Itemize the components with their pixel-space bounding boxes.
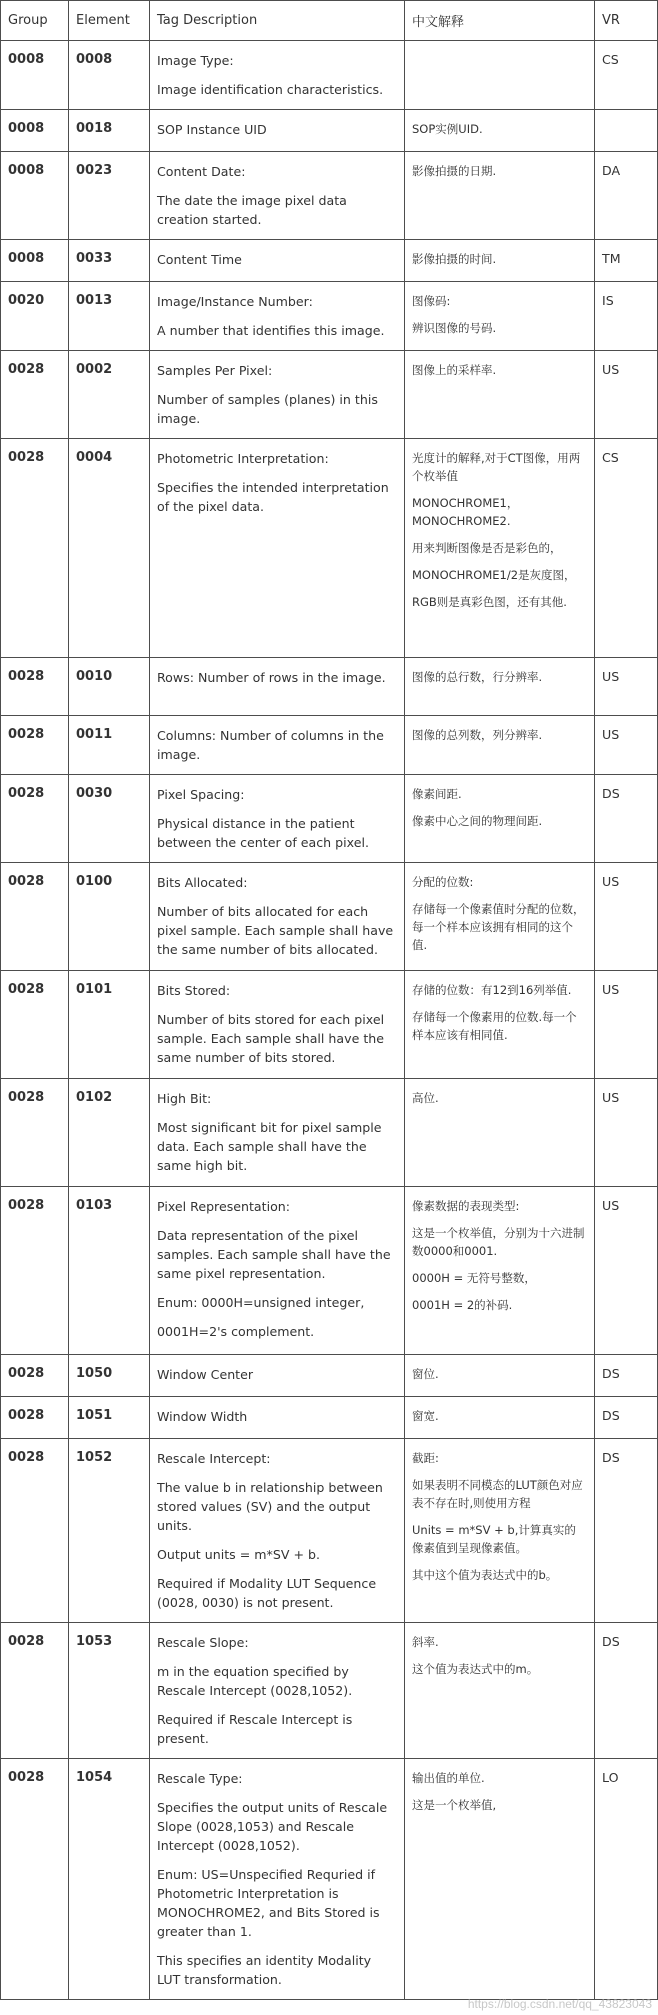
chinese-explanation-cell [405,152,595,240]
header-element: Element [69,1,150,41]
element-cell: 1051 [69,1397,150,1439]
group-cell: 0028 [1,863,69,971]
table-row [1,152,658,240]
tag-description-cell [150,1439,405,1623]
table-row [1,1355,658,1397]
vr-cell: LO [595,1759,658,2000]
explanation-line: 0000H = 无符号整数， [412,1271,536,1285]
group-cell: 0008 [1,41,69,110]
description-line: Columns: Number of columns in the image. [157,728,384,762]
header-row [1,1,658,41]
explanation-line: MONOCHROME1，MONOCHROME2. [412,496,519,528]
table-row [1,971,658,1079]
element-cell: 0030 [69,775,150,863]
table-row [1,863,658,971]
explanation-line: 斜率. [412,1635,439,1649]
tag-description-cell [150,658,405,716]
table-row [1,1079,658,1187]
explanation-line: 像素中心之间的物理间距. [412,814,543,828]
explanation-line: 像素数据的表现类型: [412,1199,520,1213]
description-line: A number that identifies this image. [157,323,385,338]
chinese-explanation-cell [405,41,595,110]
element-cell: 0023 [69,152,150,240]
group-cell: 0028 [1,1397,69,1439]
tag-description-cell [150,863,405,971]
chinese-explanation-cell [405,1079,595,1187]
tag-description-cell [150,1623,405,1759]
watermark: https://blog.csdn.net/qq_43823043 [467,1997,652,2011]
element-cell: 0004 [69,439,150,658]
explanation-line: 0001H = 2的补码. [412,1298,513,1312]
element-cell: 0013 [69,282,150,351]
group-cell: 0028 [1,1187,69,1355]
chinese-explanation-cell [405,1187,595,1355]
group-cell: 0028 [1,1079,69,1187]
explanation-line: 高位. [412,1091,439,1105]
description-line: Enum: 0000H=unsigned integer, [157,1295,365,1310]
vr-cell: DS [595,1355,658,1397]
description-line: Window Width [157,1409,248,1424]
element-cell: 0008 [69,41,150,110]
vr-cell: US [595,658,658,716]
element-cell: 0101 [69,971,150,1079]
element-cell: 1050 [69,1355,150,1397]
vr-cell: US [595,863,658,971]
chinese-explanation-cell [405,1439,595,1623]
description-line: Required if Modality LUT Sequence (0028, 0030) is not present. [157,1576,377,1610]
vr-cell: US [595,716,658,775]
description-line: Physical distance in the patient between the center of each pixel. [157,816,369,850]
chinese-explanation-cell [405,716,595,775]
description-line: Rescale Slope: [157,1635,249,1650]
tag-description-cell [150,1187,405,1355]
group-cell: 0028 [1,1623,69,1759]
description-line: Specifies the intended interpretation of the pixel data. [157,480,389,514]
tag-description-cell [150,351,405,439]
table-row [1,41,658,110]
description-line: Pixel Representation: [157,1199,291,1214]
table-row [1,1623,658,1759]
description-line: The value b in relationship between stored values (SV) and the output units. [157,1480,383,1533]
chinese-explanation-cell [405,110,595,152]
chinese-explanation-cell [405,1397,595,1439]
explanation-line: SOP实例UID. [412,122,483,136]
explanation-line: Units = m*SV + b,计算真实的像素值到呈现像素值。 [412,1523,576,1555]
header-chinese-explanation: 中文解释 [405,1,595,41]
element-cell: 1052 [69,1439,150,1623]
element-cell: 0010 [69,658,150,716]
group-cell: 0008 [1,240,69,282]
description-line: Required if Rescale Intercept is present. [157,1712,353,1746]
element-cell: 0103 [69,1187,150,1355]
description-line: Output units = m*SV + b. [157,1547,320,1562]
explanation-line: 分配的位数: [412,875,474,889]
description-line: The date the image pixel data creation started. [157,193,347,227]
tag-description-cell [150,1079,405,1187]
description-line: Rows: Number of rows in the image. [157,670,386,685]
group-cell: 0028 [1,1439,69,1623]
chinese-explanation-cell [405,863,595,971]
description-line: m in the equation specified by Rescale Intercept (0028,1052). [157,1664,353,1698]
group-cell: 0028 [1,351,69,439]
description-line: High Bit: [157,1091,212,1106]
tag-description-cell [150,971,405,1079]
tag-description-cell [150,1397,405,1439]
explanation-line: 存储每一个像素用的位数.每一个样本应该有相同值. [412,1010,577,1042]
table-row [1,1397,658,1439]
explanation-line: 图像码: [412,294,451,308]
description-line: Data representation of the pixel samples. Each sample shall have the same pixel representation. [157,1228,391,1281]
vr-cell [595,110,658,152]
tag-description-cell [150,282,405,351]
chinese-explanation-cell [405,658,595,716]
tag-description-cell [150,41,405,110]
vr-cell: CS [595,41,658,110]
explanation-line: 这是一个枚举值，分别为十六进制数0000和0001. [412,1226,585,1258]
explanation-line: 图像的总列数，列分辨率. [412,728,543,742]
explanation-line: 像素间距. [412,787,462,801]
table-row [1,1759,658,2000]
tag-description-cell [150,152,405,240]
tag-description-cell [150,1759,405,2000]
group-cell: 0028 [1,716,69,775]
description-line: Specifies the output units of Rescale Slope (0028,1053) and Rescale Intercept (0028,1052). [157,1800,388,1853]
description-line: Image/Instance Number: [157,294,313,309]
chinese-explanation-cell [405,1355,595,1397]
table-row [1,351,658,439]
table-row [1,110,658,152]
description-line: Rescale Type: [157,1771,243,1786]
description-line: 0001H=2's complement. [157,1324,315,1339]
vr-cell: IS [595,282,658,351]
vr-cell: US [595,971,658,1079]
explanation-line: 如果表明不同模态的LUT颜色对应表不存在时,则使用方程 [412,1478,583,1510]
explanation-line: 窗宽. [412,1409,439,1423]
table-row [1,439,658,658]
group-cell: 0028 [1,971,69,1079]
header-vr: VR [595,1,658,41]
group-cell: 0020 [1,282,69,351]
table-row [1,240,658,282]
element-cell: 0002 [69,351,150,439]
description-line: Bits Allocated: [157,875,248,890]
table-row [1,282,658,351]
chinese-explanation-cell [405,282,595,351]
table-row [1,658,658,716]
explanation-line: 光度计的解释,对于CT图像，用两个枚举值 [412,451,581,483]
explanation-line: 截距: [412,1451,439,1465]
vr-cell: US [595,1187,658,1355]
vr-cell: TM [595,240,658,282]
description-line: Bits Stored: [157,983,231,998]
vr-cell: DS [595,775,658,863]
table-row [1,775,658,863]
element-cell: 1054 [69,1759,150,2000]
description-line: Number of samples (planes) in this image. [157,392,378,426]
element-cell: 0102 [69,1079,150,1187]
group-cell: 0028 [1,658,69,716]
description-line: Rescale Intercept: [157,1451,271,1466]
description-line: Number of bits allocated for each pixel sample. Each sample shall have the same number of bits allocated. [157,904,394,957]
description-line: This specifies an identity Modality LUT transformation. [157,1953,372,1987]
explanation-line: 这个值为表达式中的m。 [412,1662,539,1676]
chinese-explanation-cell [405,971,595,1079]
group-cell: 0028 [1,1759,69,2000]
explanation-line: 辨识图像的号码. [412,321,497,335]
vr-cell: DS [595,1623,658,1759]
chinese-explanation-cell [405,240,595,282]
group-cell: 0028 [1,439,69,658]
vr-cell: US [595,1079,658,1187]
chinese-explanation-cell [405,439,595,658]
explanation-line: 存储每一个像素值时分配的位数，每一个样本应该拥有相同的这个值. [412,902,585,952]
vr-cell: DS [595,1397,658,1439]
chinese-explanation-cell [405,351,595,439]
tag-description-cell [150,1355,405,1397]
vr-cell: DA [595,152,658,240]
vr-cell: CS [595,439,658,658]
explanation-line: 影像拍摄的日期. [412,164,497,178]
table-row [1,1439,658,1623]
description-line: Pixel Spacing: [157,787,245,802]
description-line: Window Center [157,1367,254,1382]
explanation-line: 用来判断图像是否是彩色的， [412,541,562,555]
explanation-line: 影像拍摄的时间. [412,252,497,266]
description-line: SOP Instance UID [157,122,267,137]
table-row [1,716,658,775]
description-line: Image identification characteristics. [157,82,384,97]
description-line: Samples Per Pixel: [157,363,273,378]
explanation-line: MONOCHROME1/2是灰度图， [412,568,576,582]
group-cell: 0008 [1,152,69,240]
description-line: Enum: US=Unspecified Requried if Photometric Interpretation is MONOCHROME2, and Bits Stored is greater than 1. [157,1867,380,1939]
element-cell: 1053 [69,1623,150,1759]
header-tag-description: Tag Description [150,1,405,41]
explanation-line: 输出值的单位. [412,1771,485,1785]
description-line: Most significant bit for pixel sample data. Each sample shall have the same high bit. [157,1120,382,1173]
chinese-explanation-cell [405,775,595,863]
header-group: Group [1,1,69,41]
element-cell: 0100 [69,863,150,971]
explanation-line: 其中这个值为表达式中的b。 [412,1568,558,1582]
group-cell: 0028 [1,775,69,863]
explanation-line: RGB则是真彩色图，还有其他. [412,595,567,609]
tag-description-cell [150,439,405,658]
vr-cell: DS [595,1439,658,1623]
explanation-line: 存储的位数：有12到16列举值. [412,983,572,997]
table-row [1,1187,658,1355]
chinese-explanation-cell [405,1623,595,1759]
explanation-line: 这是一个枚举值, [412,1798,497,1812]
chinese-explanation-cell [405,1759,595,2000]
explanation-line: 窗位. [412,1367,439,1381]
element-cell: 0018 [69,110,150,152]
explanation-line: 图像上的采样率. [412,363,497,377]
tag-description-cell [150,716,405,775]
description-line: Photometric Interpretation: [157,451,329,466]
tag-description-cell [150,775,405,863]
group-cell: 0028 [1,1355,69,1397]
description-line: Image Type: [157,53,234,68]
element-cell: 0033 [69,240,150,282]
element-cell: 0011 [69,716,150,775]
description-line: Content Date: [157,164,246,179]
group-cell: 0008 [1,110,69,152]
tag-description-cell [150,240,405,282]
vr-cell: US [595,351,658,439]
tag-description-cell [150,110,405,152]
explanation-line: 图像的总行数，行分辨率. [412,670,543,684]
description-line: Number of bits stored for each pixel sample. Each sample shall have the same number of bits stored. [157,1012,385,1065]
description-line: Content Time [157,252,242,267]
